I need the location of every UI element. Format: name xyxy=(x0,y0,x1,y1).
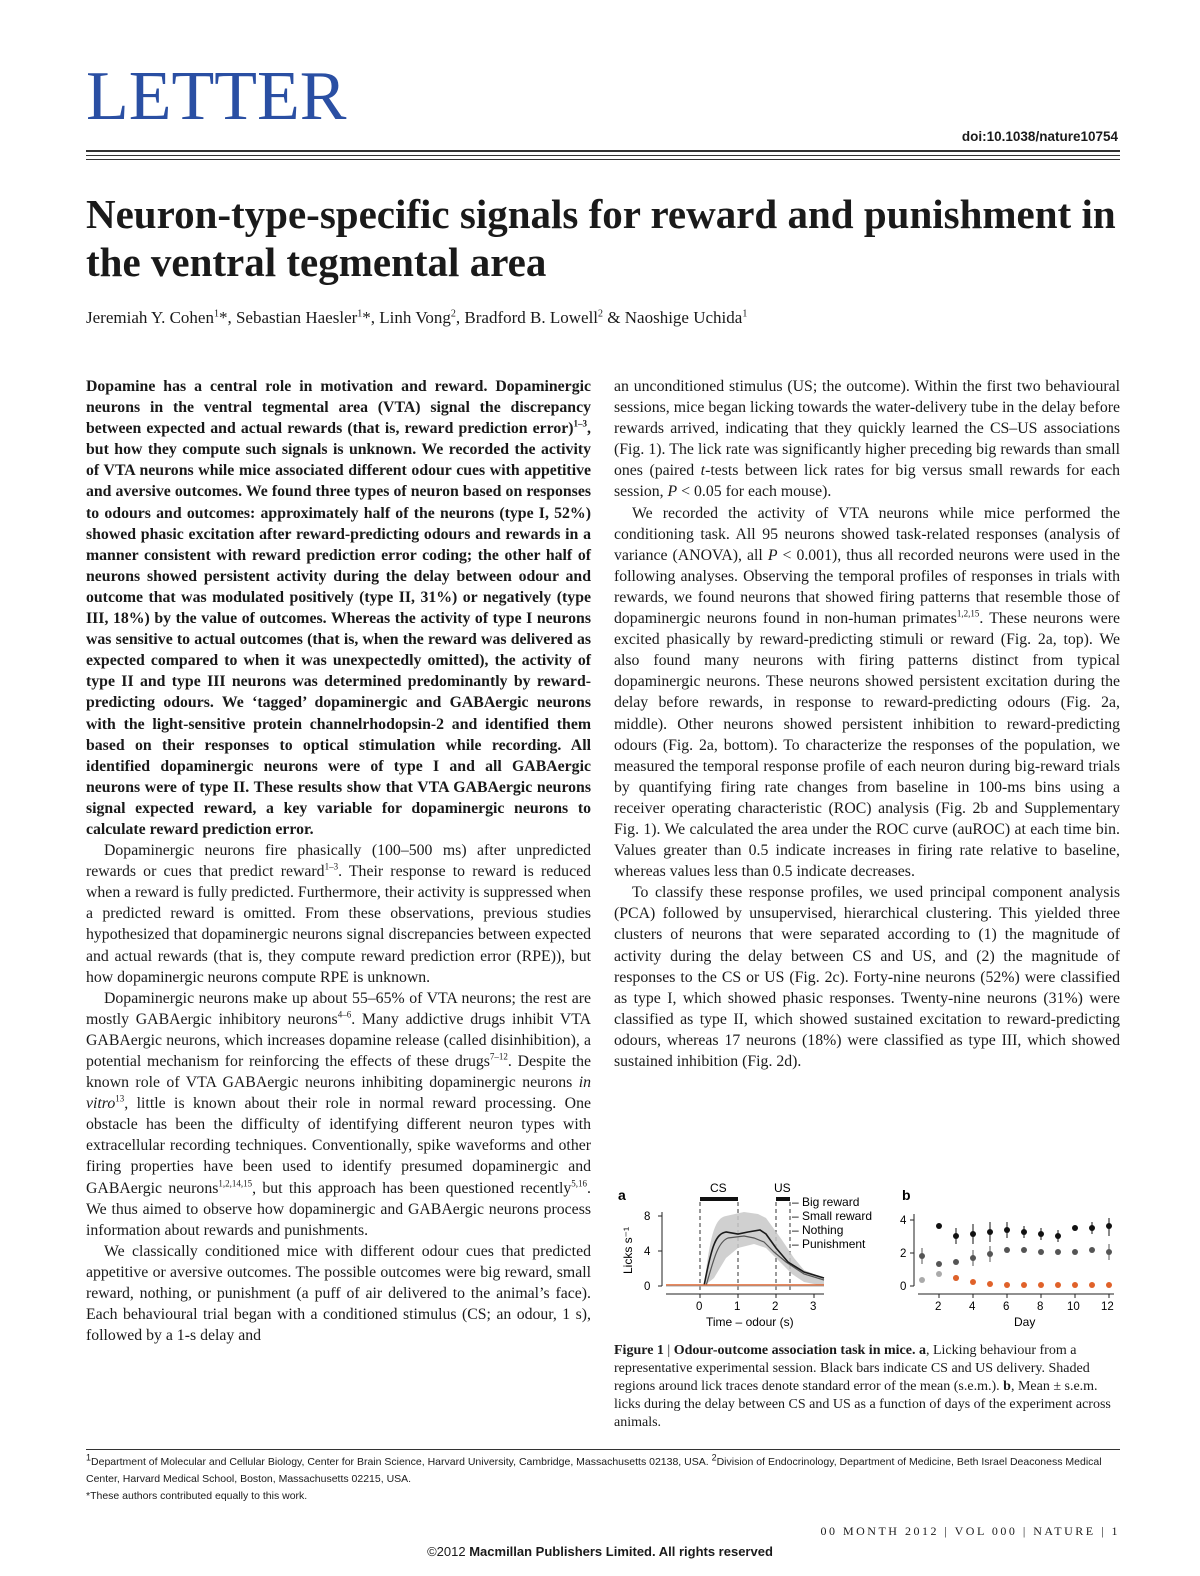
author: Sebastian Haesler$^1$*, xyxy=(235,308,380,327)
b-nothing-points xyxy=(919,1271,959,1283)
header-rule-3 xyxy=(86,159,1120,160)
b-small-reward-points xyxy=(919,1244,1112,1267)
footnotes xyxy=(86,1454,1120,1505)
paragraph: To classify these response profiles, we used principal component analysis (PCA) followed by unsupervised, hierarchical clustering. This yielded three clusters of neurons that were separated according to (1) the magnitude of activity during the delay between CS and US, and (2) the magnitude of responses to the CS or US (Fig. 2c). Forty-nine neurons (52%) were classified as type I, which showed phasic responses. Twenty-nine neurons (31%) were classified as type II, which showed sustained excitation to reward-predicting odours, whereas 17 neurons (18%) were classified as type III, which showed sustained inhibition (Fig. 2d). xyxy=(614,884,1120,1070)
b-xtick: 6 xyxy=(1003,1301,1010,1313)
b-xlabel: Day xyxy=(1014,1315,1036,1329)
author: Linh Vong$^2$, xyxy=(379,308,465,327)
a-x-ticks xyxy=(700,1294,814,1298)
paragraph: Dopaminergic neurons make up about 55–65% of VTA neurons; the rest are mostly GABAergic inhibitory neurons$^{4-6}$. Many addictive drugs inhibit VTA GABAergic neurons, which increases dopamine release (called disinhibition), a potential mechanism for reinforcing the effects of these drugs$^{7-12}$. Despite the known role of VTA GABAergic neurons inhibiting dopaminergic neurons in vitro$^{13}$, little is known about their role in normal reward processing. One obstacle has been the difficulty of identifying different neuron types with extracellular recording techniques. Conventionally, spike waveforms and other firing properties have been used to identify presumed dopaminergic and GABAergic neurons$^{1,2,14,15}$, but this approach has been questioned recently$^{5,16}$. We thus aimed to observe how dopaminergic and GABAergic neurons process information about rewards and punishments. xyxy=(86,989,591,1239)
b-y-ticks xyxy=(910,1220,914,1286)
b-xtick: 10 xyxy=(1067,1301,1080,1313)
b-xtick: 4 xyxy=(969,1301,976,1313)
b-x-ticks xyxy=(939,1294,1109,1298)
b-ytick: 4 xyxy=(900,1215,907,1227)
us-bar xyxy=(776,1197,790,1201)
footnote-rule xyxy=(86,1449,1120,1450)
author: Bradford B. Lowell$^2$ & xyxy=(464,308,625,327)
paragraph: We classically conditioned mice with different odour cues that predicted appetitive or aversive outcomes. The possible outcomes were big reward, small reward, nothing, or punishment (a puff of air delivered to the animal’s face). Each behavioural trial began with a conditioned stimulus (CS; an odour, 1 s), followed by a 1-s delay and xyxy=(86,1242,591,1345)
b-xtick: 8 xyxy=(1037,1301,1044,1313)
figure-1-svg xyxy=(614,1178,1124,1338)
figure-caption: Figure 1 | Odour-outcome association task in mice. a, Licking behaviour from a representative experimental session. Black bars indicate CS and US delivery. Shaded regions around lick traces denote standard error of the mean (s.e.m.). b, Mean ± s.e.m. licks during the delay between CS and US as a function of days of the experiment across animals. xyxy=(614,1343,1111,1430)
a-xtick: 3 xyxy=(810,1301,817,1313)
letter-heading: LETTER xyxy=(86,58,347,135)
b-ytick: 2 xyxy=(900,1248,907,1260)
right-column xyxy=(614,376,1120,1072)
b-xtick: 2 xyxy=(935,1301,942,1313)
b-ytick: 0 xyxy=(900,1281,907,1293)
author: Naoshige Uchida$^1$ xyxy=(624,308,748,327)
left-column xyxy=(86,376,591,1346)
panel-b-label: b xyxy=(902,1187,911,1203)
figure-1 xyxy=(614,1178,1124,1338)
legend-nothing: – Nothing xyxy=(792,1223,844,1237)
a-xlabel: Time – odour (s) xyxy=(706,1315,794,1329)
legend-big-reward: – Big reward xyxy=(792,1195,860,1209)
author-list xyxy=(86,308,747,328)
paragraph: We recorded the activity of VTA neurons while mice performed the conditioning task. All 95 neurons showed task-related responses (analysis of variance (ANOVA), all P < 0.001), thus all recorded neurons were used in the following analyses. Observing the temporal profiles of responses in trials with rewards, we found neurons that showed firing patterns that resemble those of dopaminergic neurons found in non-human primates$^{1,2,15}$. These neurons were excited phasically by reward-predicting stimuli or reward (Fig. 2a, top). We also found many neurons with firing patterns distinct from typical dopaminergic neurons. These neurons showed persistent excitation during the delay before rewards, in response to reward-predicting odours (Fig. 2a, middle). Other neurons showed persistent inhibition to reward-predicting odours (Fig. 2a, bottom). To characterize the responses of the population, we measured the temporal response profile of each neuron during big-reward trials by quantifying firing rate changes from baseline in 100-ms bins using a receiver operating characteristic (ROC) analysis (Fig. 2b and Supplementary Fig. 1). We calculated the area under the ROC curve (auROC) at each time bin. Values greater than 0.5 indicate increases in firing rate relative to baseline, whereas values less than 0.5 indicate decreases. xyxy=(614,504,1120,881)
b-big-reward-points xyxy=(936,1218,1112,1244)
equal-contribution-note: *These authors contributed equally to this work. xyxy=(86,1490,308,1502)
header-rule-2 xyxy=(86,155,1120,156)
a-ytick: 8 xyxy=(644,1211,651,1223)
a-xtick: 0 xyxy=(696,1301,703,1313)
legend-small-reward: – Small reward xyxy=(792,1209,873,1223)
author: Jeremiah Y. Cohen$^1$*, xyxy=(86,308,236,327)
header-rule-1 xyxy=(86,150,1120,152)
paragraph: an unconditioned stimulus (US; the outcome). Within the first two behavioural sessions, mice began licking towards the water-delivery tube in the delay before rewards arrived, indicating that they quickly learned the CS–US associations (Fig. 1). The lick rate was significantly higher preceding big rewards than small ones (paired t-tests between lick rates for big versus small rewards for each session, P < 0.05 for each mouse). xyxy=(614,378,1120,501)
article-title: Neuron-type-specific signals for reward and punishment in the ventral tegmental area xyxy=(86,191,1116,285)
b-punishment-points xyxy=(953,1275,1112,1288)
cs-label: CS xyxy=(710,1181,727,1195)
panel-a-label: a xyxy=(618,1187,626,1203)
copyright: ©2012 Macmillan Publishers Limited. All rights reserved xyxy=(427,1544,773,1559)
cs-bar xyxy=(700,1197,738,1201)
a-ylabel: Licks s⁻¹ xyxy=(621,1226,635,1274)
a-ytick: 4 xyxy=(644,1246,651,1258)
a-ytick: 0 xyxy=(644,1281,651,1293)
a-y-ticks xyxy=(658,1216,662,1286)
affiliations: $^1$Department of Molecular and Cellular Biology, Center for Brain Science, Harvard University, Cambridge, Massachusetts 02138, USA. $^2$Division of Endocrinology, Department of Medicine, Beth Israel Deaconess Medical Center, Harvard Medical School, Boston, Massachusetts 02215, USA. xyxy=(86,1452,1102,1485)
a-xtick: 1 xyxy=(734,1301,741,1313)
paragraph: Dopaminergic neurons fire phasically (100–500 ms) after unpredicted rewards or cues that predict reward$^{1-3}$. Their response to reward is reduced when a reward is fully predicted. Furthermore, their activity is suppressed when a predicted reward is omitted. From these observations, previous studies hypothesized that dopaminergic neurons signal discrepancies between expected and actual rewards (that is, they compute reward prediction error (RPE)), but how dopaminergic neurons compute RPE is unknown. xyxy=(86,842,591,986)
a-xtick: 2 xyxy=(772,1301,779,1313)
b-xtick: 12 xyxy=(1101,1301,1114,1313)
doi[interactable]: doi:10.1038/nature10754 xyxy=(961,129,1118,144)
legend-punishment: – Punishment xyxy=(792,1237,866,1251)
abstract: Dopamine has a central role in motivation and reward. Dopaminergic neurons in the ventral tegmental area (VTA) signal the discrepancy between expected and actual rewards (that is, reward prediction error)$^{1-3}$, but how they compute such signals is unknown. We recorded the activity of VTA neurons while mice associated different odour cues with appetitive and aversive outcomes. We found three types of neuron based on responses to odours and outcomes: approximately half of the neurons (type I, 52%) showed phasic excitation after reward-predicting odours and rewards in a manner consistent with reward prediction error coding; the other half of neurons showed persistent activity during the delay between odour and outcome that was modulated positively (type II, 31%) or negatively (type III, 18%) by the value of outcomes. Whereas the activity of type I neurons was sensitive to actual outcomes (that is, when the reward was delivered as expected compared to when it was unexpectedly omitted), the activity of type II and type III neurons was determined predominantly by reward-predicting odours. We ‘tagged’ dopaminergic and GABAergic neurons with the light-sensitive protein channelrhodopsin-2 and identified them based on their responses to optical stimulation while recording. All identified dopaminergic neurons were of type I and all GABAergic neurons were of type II. These results show that VTA GABAergic neurons signal expected reward, a key variable for dopaminergic neurons to calculate reward prediction error. xyxy=(86,378,591,838)
page-footer: 00 MONTH 2012 | VOL 000 | NATURE | 1 xyxy=(820,1524,1120,1538)
us-label: US xyxy=(774,1181,791,1195)
